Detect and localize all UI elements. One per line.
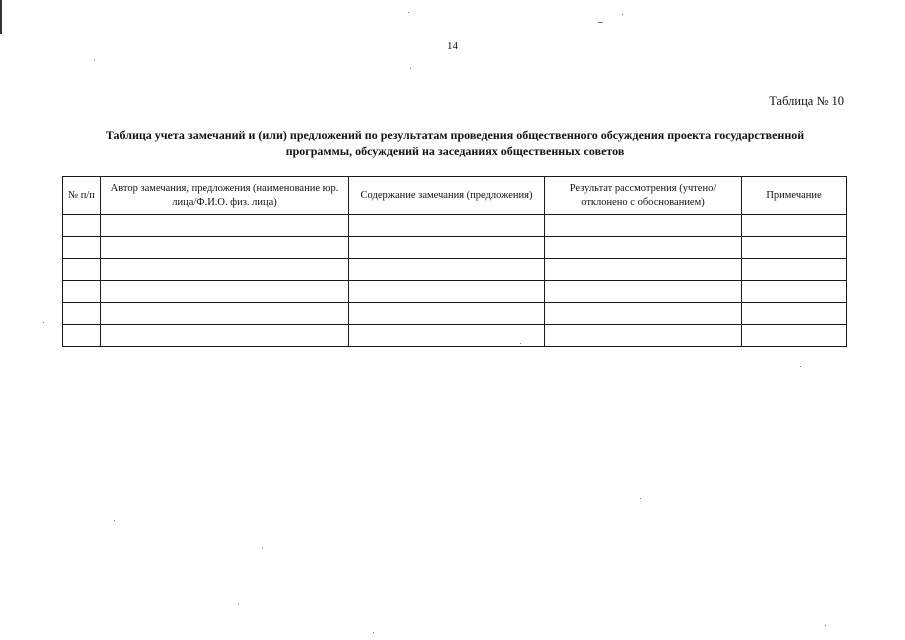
table-cell xyxy=(349,303,545,325)
table-cell xyxy=(349,259,545,281)
table-cell xyxy=(63,281,101,303)
table-cell xyxy=(349,215,545,237)
table-cell xyxy=(742,325,847,347)
scan-speck xyxy=(43,322,44,323)
table-cell xyxy=(63,303,101,325)
table-cell xyxy=(742,237,847,259)
table-cell xyxy=(101,281,349,303)
table-row xyxy=(63,237,847,259)
table-row xyxy=(63,215,847,237)
table-cell xyxy=(101,325,349,347)
table-cell xyxy=(63,325,101,347)
table-row xyxy=(63,325,847,347)
table-cell xyxy=(63,215,101,237)
scan-speck xyxy=(114,520,115,521)
title-line-2: программы, обсуждений на заседаниях общественных советов xyxy=(285,144,625,158)
scan-speck xyxy=(408,12,409,13)
column-header-result: Результат рассмотрения (учтено/отклонено с обоснованием) xyxy=(545,177,742,215)
table-cell xyxy=(349,325,545,347)
scan-speck xyxy=(598,22,603,23)
table-cell xyxy=(742,259,847,281)
table-cell xyxy=(63,237,101,259)
column-header-author: Автор замечания, предложения (наименование юр. лица/Ф.И.О. физ. лица) xyxy=(101,177,349,215)
table-number-label: Таблица № 10 xyxy=(769,94,844,108)
scan-speck xyxy=(520,343,521,344)
scan-speck xyxy=(800,366,801,367)
table-row xyxy=(63,303,847,325)
table-cell xyxy=(742,281,847,303)
comments-table xyxy=(62,176,847,347)
scan-speck xyxy=(640,498,641,499)
column-header-number: № п/п xyxy=(63,177,101,215)
scan-speck xyxy=(410,68,411,69)
scan-speck xyxy=(825,625,826,626)
table-cell xyxy=(545,237,742,259)
table-cell xyxy=(101,215,349,237)
scan-edge-mark xyxy=(0,0,2,34)
table-cell xyxy=(101,303,349,325)
scan-speck xyxy=(622,14,623,15)
column-header-content: Содержание замечания (предложения) xyxy=(349,177,545,215)
title-line-1: Таблица учета замечаний и (или) предложений по результатам проведения общественного обсуждения проекта государственной xyxy=(105,128,805,142)
page-number: 14 xyxy=(447,40,458,52)
table-row xyxy=(63,259,847,281)
scan-speck xyxy=(373,632,374,633)
scan-speck xyxy=(262,548,263,549)
table-cell xyxy=(63,259,101,281)
table-cell xyxy=(101,259,349,281)
table-row xyxy=(63,281,847,303)
column-header-note: Примечание xyxy=(742,177,847,215)
table-cell xyxy=(349,237,545,259)
table-cell xyxy=(545,259,742,281)
table-cell xyxy=(545,281,742,303)
document-title xyxy=(62,127,848,159)
table-cell xyxy=(545,303,742,325)
scan-speck xyxy=(238,603,239,604)
table-cell xyxy=(545,325,742,347)
scan-speck xyxy=(94,60,95,61)
table-cell xyxy=(742,215,847,237)
table-cell xyxy=(742,303,847,325)
table-cell xyxy=(101,237,349,259)
table-header-row xyxy=(63,177,847,215)
table-cell xyxy=(545,215,742,237)
table-cell xyxy=(349,281,545,303)
